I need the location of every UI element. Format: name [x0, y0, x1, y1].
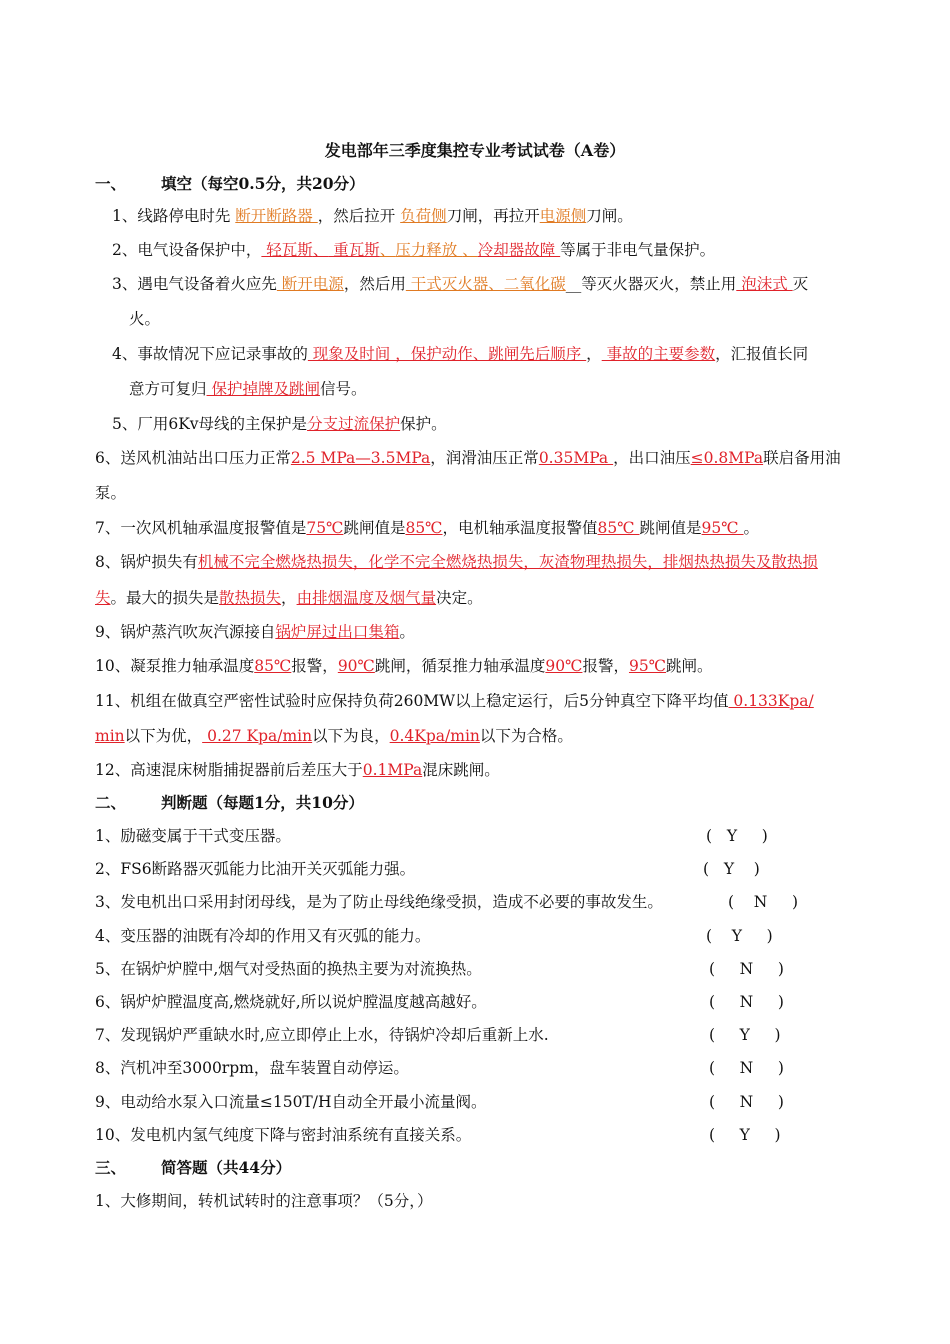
question-text: 火。	[129, 310, 161, 328]
answer-text: 断开断路器	[235, 207, 318, 225]
question-10	[95, 655, 713, 677]
question-text: 联启备用油	[763, 449, 841, 467]
question-text: ，	[586, 345, 602, 363]
question-text: 3、遇电气设备着火应先	[112, 275, 277, 293]
judge-answer-4: ( Y )	[706, 927, 773, 945]
question-1	[112, 205, 633, 227]
answer-text: 现象及时间 ，保护动作、跳闸先后顺序	[307, 345, 587, 363]
section-title: 简答题（共44分）	[161, 1158, 292, 1177]
judge-item-5: 5、在锅炉炉膛中,烟气对受热面的换热主要为对流换热。	[95, 960, 482, 978]
answer-text: 断开电源	[276, 275, 344, 293]
question-text: 。	[743, 519, 760, 537]
question-7	[95, 517, 759, 539]
question-text: 灭	[792, 275, 809, 293]
question-text: 6、送风机油站出口压力正常	[95, 449, 291, 467]
question-text: __等灭火器灭火，禁止用	[565, 275, 737, 293]
answer-text: 95℃	[701, 519, 744, 537]
question-text: 泵。	[95, 484, 127, 502]
answer-text: 泡沫式	[736, 275, 793, 293]
section-title: 判断题（每题1分，共10分）	[161, 793, 364, 812]
answer-text: 事故的主要参数	[601, 345, 716, 363]
answer-text: 0.4Kpa/min	[389, 727, 480, 745]
answer-text: 轻瓦斯	[261, 241, 313, 259]
question-text: 。	[399, 623, 415, 641]
answer-text: 分支过流保护	[307, 415, 401, 433]
question-text: 5、厂用6Kv母线的主保护是	[112, 415, 308, 433]
answer-text: 2.5 MPa—3.5MPa	[290, 449, 431, 467]
question-text: ，然后用	[343, 275, 406, 293]
judge-item-10: 10、发电机内氢气纯度下降与密封油系统有直接关系。	[95, 1126, 472, 1144]
question-text: 12、高速混床树脂捕捉器前后差压大于	[95, 761, 363, 779]
judge-answer-5: ( N )	[709, 960, 784, 978]
judge-answer-2: ( Y )	[703, 860, 760, 878]
answer-text: 75℃	[306, 519, 344, 537]
answer-text: 、	[312, 241, 329, 259]
question-text: 以下为优，	[124, 727, 203, 745]
answer-text: 电源侧	[539, 207, 587, 225]
answer-text: 85℃	[597, 519, 640, 537]
judge-item-8: 8、汽机冲至3000rpm，盘车装置自动停运。	[95, 1059, 409, 1077]
answer-text: 冷却器故障	[477, 241, 561, 259]
answer-text: 机械不完全燃烧热损失，化学不完全燃烧热损失，灰渣物理热损失，排烟热热损失及散热损	[197, 553, 818, 571]
question-text: 4、事故情况下应记录事故的	[112, 345, 308, 363]
answer-text: 、	[462, 241, 478, 259]
question-text: ，然后拉开	[317, 207, 401, 225]
section-title: 填空（每空0.5分，共20分）	[161, 174, 365, 193]
question-6	[95, 447, 841, 469]
question-text: ，汇报值长同	[715, 345, 809, 363]
judge-item-2: 2、FS6断路器灭弧能力比油开关灭弧能力强。	[95, 860, 416, 878]
answer-text: 0.35MPa	[538, 449, 614, 467]
judge-item-3: 3、发电机出口采用封闭母线，是为了防止母线绝缘受损，造成不必要的事故发生。	[95, 893, 663, 911]
section-number: 一、	[95, 174, 127, 193]
question-text: 刀闸。	[586, 207, 633, 225]
question-text: 10、凝泵推力轴承温度	[95, 657, 255, 675]
answer-text: 由排烟温度及烟气量	[296, 589, 437, 607]
judge-answer-6: ( N )	[709, 993, 784, 1011]
question-2	[112, 239, 715, 261]
judge-item-7: 7、发现锅炉严重缺水时,应立即停止上水，待锅炉冷却后重新上水.	[95, 1026, 549, 1044]
short-question-1: 1、大修期间，转机试转时的注意事项？（5分，）	[95, 1192, 433, 1210]
question-8	[95, 551, 818, 573]
question-12	[95, 759, 500, 781]
question-text: 信号。	[319, 380, 367, 398]
judge-item-4: 4、变压器的油既有冷却的作用又有灭弧的能力。	[95, 927, 431, 945]
judge-item-1: 1、励磁变属于干式变压器。	[95, 827, 291, 845]
judge-item-9: 9、电动给水泵入口流量≤150T/H自动全开最小流量阀。	[95, 1093, 487, 1111]
question-8-cont	[95, 587, 483, 609]
answer-text: 0.133Kpa/	[728, 692, 814, 710]
answer-text: 0.1MPa	[362, 761, 423, 779]
answer-text: 压力释放	[395, 241, 463, 259]
answer-text: 90℃	[545, 657, 583, 675]
question-text: 报警，	[582, 657, 629, 675]
question-text: 意方可复归	[129, 380, 207, 398]
answer-text: 85℃	[405, 519, 443, 537]
answer-text: 保护掉牌及跳闸	[206, 380, 320, 398]
question-text: ，出口油压	[613, 449, 691, 467]
question-text: 跳闸。	[666, 657, 713, 675]
answer-text: 90℃	[337, 657, 375, 675]
section-number: 三、	[95, 1158, 127, 1177]
question-text: 2、电气设备保护中，	[112, 241, 262, 259]
answer-text: 干式灭火器、二氧化碳	[405, 275, 566, 293]
answer-text: 、	[379, 241, 396, 259]
question-text: 以下为合格。	[479, 727, 573, 745]
judge-answer-9: ( N )	[709, 1093, 784, 1111]
question-text: ，电机轴承温度报警值	[442, 519, 598, 537]
answer-text: 负荷侧	[400, 207, 447, 225]
question-text: 保护。	[400, 415, 447, 433]
question-11-cont	[95, 725, 573, 747]
answer-text: 重瓦斯	[328, 241, 380, 259]
question-11	[95, 690, 814, 712]
question-text: 9、锅炉蒸汽吹灰汽源接自	[95, 623, 276, 641]
question-text: 等属于非电气量保护。	[560, 241, 716, 259]
question-3	[112, 273, 808, 295]
page-title: 发电部年三季度集控专业考试试卷（A卷）	[324, 141, 626, 160]
question-text: ，润滑油压正常	[430, 449, 539, 467]
question-text: 刀闸，再拉开	[446, 207, 540, 225]
section-number: 二、	[95, 793, 127, 812]
section-3-heading	[95, 1157, 291, 1179]
question-4	[112, 343, 808, 365]
question-text: 跳闸，循泵推力轴承温度	[374, 657, 546, 675]
judge-item-6: 6、锅炉炉膛温度高,燃烧就好,所以说炉膛温度越高越好。	[95, 993, 487, 1011]
answer-text: min	[95, 727, 125, 745]
answer-text: 散热损失	[219, 589, 282, 607]
answer-text: ≤0.8MPa	[690, 449, 764, 467]
judge-answer-10: ( Y )	[709, 1126, 781, 1144]
question-text: 。最大的损失是	[110, 589, 220, 607]
judge-answer-3: ( N )	[728, 893, 798, 911]
answer-text: 0.27 Kpa/min	[202, 727, 313, 745]
question-4-cont	[129, 378, 366, 400]
section-1-heading	[95, 173, 365, 195]
question-3-cont	[129, 308, 160, 330]
question-6-cont	[95, 482, 126, 504]
question-text: 8、锅炉损失有	[95, 553, 198, 571]
answer-text: 85℃	[254, 657, 292, 675]
judge-answer-1: ( Y )	[706, 827, 768, 845]
question-text: 以下为良，	[312, 727, 390, 745]
judge-answer-8: ( N )	[709, 1059, 784, 1077]
question-text: 报警，	[291, 657, 338, 675]
question-text: ，	[281, 589, 297, 607]
question-text: 决定。	[436, 589, 483, 607]
question-5	[112, 413, 447, 435]
answer-text: 锅炉屏过出口集箱	[275, 623, 400, 641]
question-text: 11、机组在做真空严密性试验时应保持负荷260MW以上稳定运行，后5分钟真空下降平均值	[95, 692, 729, 710]
question-9	[95, 621, 415, 643]
judge-answer-7: ( Y )	[709, 1026, 781, 1044]
question-text: 跳闸值是	[639, 519, 702, 537]
answer-text: 失	[95, 589, 111, 607]
answer-text: 95℃	[628, 657, 667, 675]
section-2-heading	[95, 792, 364, 814]
question-text: 混床跳闸。	[422, 761, 500, 779]
question-text: 1、线路停电时先	[112, 207, 236, 225]
question-text: 7、一次风机轴承温度报警值是	[95, 519, 307, 537]
question-text: 跳闸值是	[343, 519, 406, 537]
